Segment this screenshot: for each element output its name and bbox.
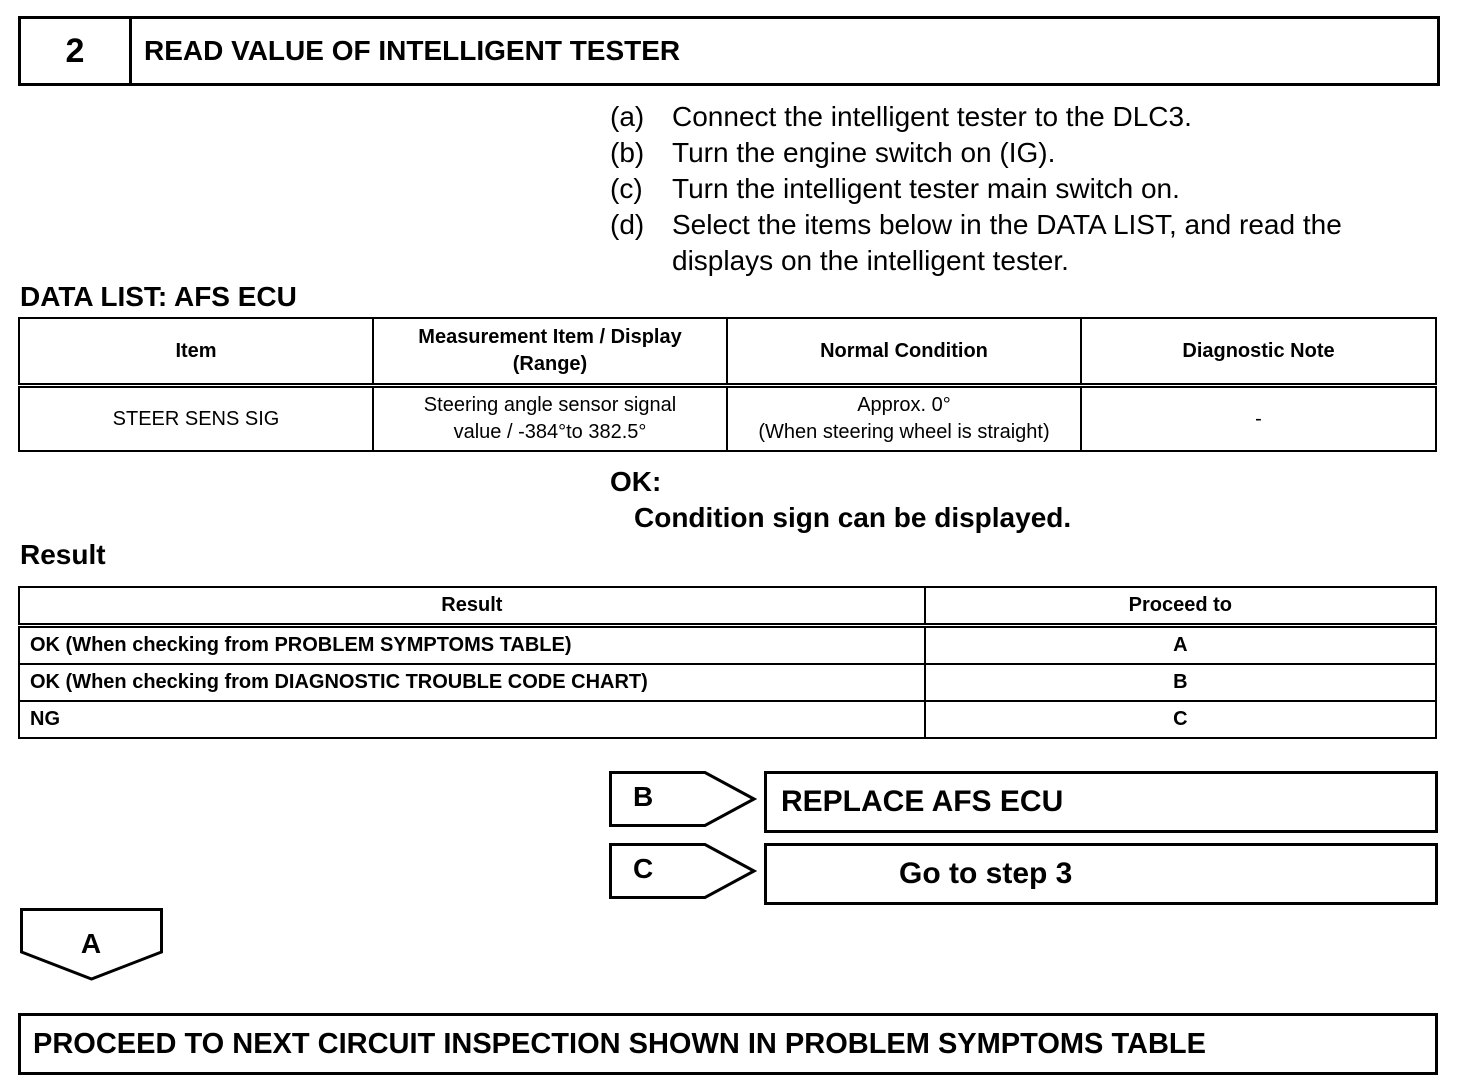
flow-c-label: C bbox=[633, 853, 654, 884]
table-row bbox=[19, 626, 1436, 665]
flow-c-tag bbox=[609, 843, 757, 899]
result-title: Result bbox=[20, 539, 106, 570]
instruction-text: Select the items below in the DATA LIST, and read the displays on the intelligent tester. bbox=[672, 209, 1342, 276]
instruction-item bbox=[610, 207, 1450, 279]
column-header-measurement: Measurement Item / Display (Range) bbox=[373, 318, 727, 386]
instruction-text: Connect the intelligent tester to the DLC3. bbox=[672, 101, 1192, 132]
instruction-letter: (c) bbox=[610, 173, 643, 204]
arrow-tag-icon bbox=[609, 843, 757, 899]
data-list-table bbox=[18, 317, 1437, 452]
instruction-text: Turn the intelligent tester main switch on. bbox=[672, 173, 1180, 204]
go-to-step-box: Go to step 3 bbox=[764, 843, 1438, 905]
normal-condition-cell bbox=[727, 386, 1081, 452]
instruction-item bbox=[610, 171, 1450, 207]
step-header bbox=[18, 16, 1440, 86]
instruction-letter: (b) bbox=[610, 137, 645, 168]
measurement-line: value / -384°to 382.5° bbox=[453, 421, 647, 443]
replace-afs-ecu-box: REPLACE AFS ECU bbox=[764, 771, 1438, 833]
result-cell: OK (When checking from DIAGNOSTIC TROUBLE CODE CHART) bbox=[19, 664, 925, 701]
column-header-normal-condition: Normal Condition bbox=[727, 318, 1081, 386]
column-header-diagnostic-note: Diagnostic Note bbox=[1081, 318, 1436, 386]
diagnostic-note-cell: - bbox=[1081, 386, 1436, 452]
flow-a-label: A bbox=[80, 928, 102, 959]
instruction-list bbox=[610, 99, 1450, 279]
table-header-row bbox=[19, 318, 1436, 386]
step-number: 2 bbox=[21, 19, 132, 83]
proceed-cell: B bbox=[925, 664, 1436, 701]
proceed-cell: C bbox=[925, 701, 1436, 738]
column-header-proceed-to: Proceed to bbox=[925, 587, 1436, 626]
normal-condition-line: (When steering wheel is straight) bbox=[758, 421, 1050, 443]
flow-b-label: B bbox=[633, 781, 654, 812]
instruction-item bbox=[610, 135, 1450, 171]
data-list-title: DATA LIST: AFS ECU bbox=[20, 281, 297, 312]
table-row bbox=[19, 701, 1436, 738]
result-cell: OK (When checking from PROBLEM SYMPTOMS TABLE) bbox=[19, 626, 925, 665]
proceed-next-inspection-box: PROCEED TO NEXT CIRCUIT INSPECTION SHOWN IN PROBLEM SYMPTOMS TABLE bbox=[18, 1013, 1438, 1075]
table-row bbox=[19, 664, 1436, 701]
arrow-tag-icon bbox=[609, 771, 757, 827]
instruction-text: Turn the engine switch on (IG). bbox=[672, 137, 1056, 168]
flow-b-tag bbox=[609, 771, 757, 827]
instruction-letter: (a) bbox=[610, 101, 645, 132]
result-cell: NG bbox=[19, 701, 925, 738]
result-table bbox=[18, 586, 1437, 739]
measurement-cell bbox=[373, 386, 727, 452]
step-title: READ VALUE OF INTELLIGENT TESTER bbox=[144, 35, 681, 66]
ok-label: OK: bbox=[610, 466, 662, 497]
table-header-row bbox=[19, 587, 1436, 626]
proceed-cell: A bbox=[925, 626, 1436, 665]
normal-condition-line: Approx. 0° bbox=[857, 394, 951, 416]
ok-condition-text: Condition sign can be displayed. bbox=[634, 502, 1072, 533]
table-row bbox=[19, 386, 1436, 452]
measurement-line: Steering angle sensor signal bbox=[423, 394, 677, 416]
column-header-result: Result bbox=[19, 587, 925, 626]
instruction-item bbox=[610, 99, 1450, 135]
instruction-letter: (d) bbox=[610, 209, 645, 240]
flow-a-tag bbox=[20, 908, 164, 982]
item-cell: STEER SENS SIG bbox=[19, 386, 373, 452]
column-header-item: Item bbox=[19, 318, 373, 386]
